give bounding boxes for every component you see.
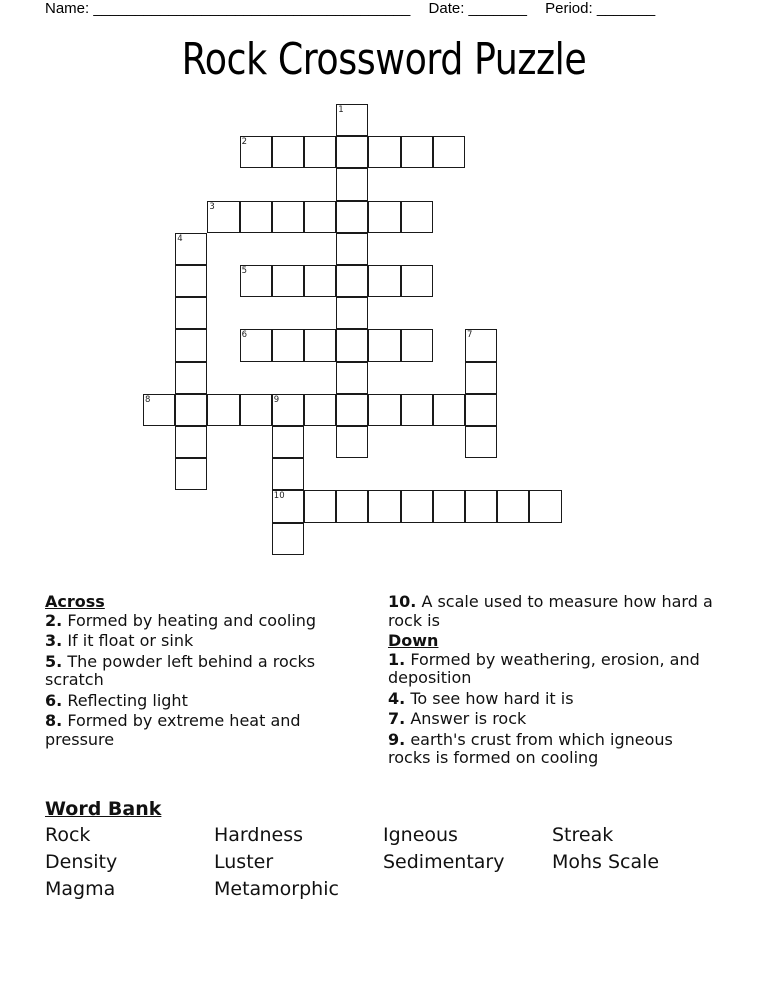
grid-cell[interactable] xyxy=(304,394,336,426)
clue-across-5 xyxy=(45,653,345,690)
grid-cell[interactable] xyxy=(401,201,433,233)
clue-text: The powder left behind a rocks scratch xyxy=(45,651,316,689)
grid-cell[interactable] xyxy=(529,490,561,522)
clue-number: 10. xyxy=(388,592,417,611)
grid-cell[interactable] xyxy=(336,136,368,168)
word-bank-item: Igneous xyxy=(383,824,458,846)
clue-down-9 xyxy=(388,731,718,768)
grid-cell[interactable] xyxy=(207,394,239,426)
grid-cell[interactable] xyxy=(175,233,207,265)
grid-cell[interactable] xyxy=(401,394,433,426)
grid-cell[interactable] xyxy=(304,201,336,233)
clue-text: Formed by heating and cooling xyxy=(67,610,317,630)
clue-number: 5. xyxy=(45,651,63,671)
word-bank xyxy=(45,796,745,903)
clue-number-label: 3 xyxy=(209,201,215,212)
grid-cell[interactable] xyxy=(272,394,304,426)
word-bank-item: Luster xyxy=(214,851,274,873)
grid-cell[interactable] xyxy=(272,329,304,361)
clue-number: 4. xyxy=(388,688,406,708)
grid-cell[interactable] xyxy=(368,490,400,522)
grid-cell[interactable] xyxy=(465,362,497,394)
grid-cell[interactable] xyxy=(401,329,433,361)
grid-cell[interactable] xyxy=(336,104,368,136)
clue-text: earth's crust from which igneous rocks is formed on cooling xyxy=(388,729,673,767)
clue-number: 3. xyxy=(45,631,63,650)
clue-across-2 xyxy=(45,612,345,631)
word-bank-list xyxy=(45,822,745,903)
word-bank-item: Metamorphic xyxy=(214,878,339,900)
grid-cell[interactable] xyxy=(175,394,207,426)
grid-cell[interactable] xyxy=(336,329,368,361)
grid-cell[interactable] xyxy=(175,362,207,394)
clue-number: 7. xyxy=(388,709,406,728)
clue-number-label: 2 xyxy=(241,137,248,148)
grid-cell[interactable] xyxy=(240,201,272,233)
grid-cell[interactable] xyxy=(433,490,465,522)
grid-cell[interactable] xyxy=(272,458,304,490)
clue-text: If it float or sink xyxy=(67,631,194,650)
page-title: Rock Crossword Puzzle xyxy=(181,34,587,85)
grid-cell[interactable] xyxy=(240,394,272,426)
clue-number: 9. xyxy=(388,729,406,749)
clue-number: 6. xyxy=(45,690,63,710)
grid-cell[interactable] xyxy=(304,490,336,522)
clue-number-label: 6 xyxy=(241,330,248,341)
grid-cell[interactable] xyxy=(304,265,336,297)
word-bank-item: Sedimentary xyxy=(383,851,505,873)
grid-cell[interactable] xyxy=(401,136,433,168)
clue-down-4 xyxy=(388,690,718,709)
word-bank-item: Mohs Scale xyxy=(552,851,660,873)
grid-cell[interactable] xyxy=(368,265,400,297)
grid-cell[interactable] xyxy=(272,523,304,555)
grid-cell[interactable] xyxy=(336,201,368,233)
clue-number-label: 5 xyxy=(241,266,248,276)
clue-down-1 xyxy=(388,651,718,688)
grid-cell[interactable] xyxy=(465,394,497,426)
clue-across-10 xyxy=(388,593,718,630)
clue-number-label: 10 xyxy=(273,491,285,502)
grid-cell[interactable] xyxy=(368,136,400,168)
clue-across-6 xyxy=(45,692,345,711)
grid-cell[interactable] xyxy=(207,201,239,233)
grid-cell[interactable] xyxy=(368,201,400,233)
grid-cell[interactable] xyxy=(272,201,304,233)
clue-across-3 xyxy=(45,632,345,651)
grid-cell[interactable] xyxy=(272,265,304,297)
grid-cell[interactable] xyxy=(336,426,368,458)
clue-text: To see how hard it is xyxy=(410,688,574,708)
grid-cell[interactable] xyxy=(465,490,497,522)
word-bank-item: Density xyxy=(45,851,118,873)
grid-cell[interactable] xyxy=(272,426,304,458)
name-field-label[interactable]: Name: ______________________________________ xyxy=(45,0,411,17)
clue-text: Answer is rock xyxy=(410,709,527,728)
period-field-label[interactable]: Period: _______ xyxy=(545,0,656,17)
grid-cell[interactable] xyxy=(272,490,304,522)
clue-number: 8. xyxy=(45,711,63,730)
grid-cell[interactable] xyxy=(304,136,336,168)
word-bank-item: Rock xyxy=(45,824,91,846)
word-bank-item: Hardness xyxy=(214,824,303,846)
grid-cell[interactable] xyxy=(175,265,207,297)
grid-cell[interactable] xyxy=(240,329,272,361)
grid-cell[interactable] xyxy=(336,265,368,297)
grid-cell[interactable] xyxy=(465,329,497,361)
word-bank-item: Magma xyxy=(45,878,116,900)
grid-cell[interactable] xyxy=(336,490,368,522)
clue-text: Formed by extreme heat and pressure xyxy=(45,711,301,749)
word-bank-heading: Word Bank xyxy=(45,798,162,820)
clue-down-7 xyxy=(388,710,718,729)
grid-cell[interactable] xyxy=(240,265,272,297)
clue-number: 2. xyxy=(45,610,63,630)
grid-cell[interactable] xyxy=(336,297,368,329)
clue-number-label: 4 xyxy=(177,233,183,244)
clue-number-label: 7 xyxy=(467,330,473,341)
grid-cell[interactable] xyxy=(175,458,207,490)
grid-cell[interactable] xyxy=(368,329,400,361)
date-field-label[interactable]: Date: _______ xyxy=(428,0,527,17)
grid-cell[interactable] xyxy=(336,233,368,265)
clue-text: Formed by weathering, erosion, and deposition xyxy=(388,649,700,687)
clues-right-column xyxy=(388,593,718,770)
grid-cell[interactable] xyxy=(143,394,175,426)
clue-text: Reflecting light xyxy=(67,690,188,710)
grid-cell[interactable] xyxy=(433,394,465,426)
clues-left-column xyxy=(45,593,345,751)
across-heading: Across xyxy=(45,592,105,611)
grid-cell[interactable] xyxy=(336,168,368,200)
clue-number-label: 9 xyxy=(273,394,280,405)
grid-cell[interactable] xyxy=(433,136,465,168)
grid-cell[interactable] xyxy=(175,426,207,458)
clue-across-8 xyxy=(45,712,345,749)
grid-cell[interactable] xyxy=(465,426,497,458)
clue-number-label: 1 xyxy=(338,105,344,115)
clue-number-label: 8 xyxy=(145,394,151,405)
grid-cell[interactable] xyxy=(304,329,336,361)
grid-cell[interactable] xyxy=(336,394,368,426)
clue-text: A scale used to measure how hard a rock is xyxy=(388,592,713,630)
grid-cell[interactable] xyxy=(240,136,272,168)
grid-cell[interactable] xyxy=(175,297,207,329)
grid-cell[interactable] xyxy=(175,329,207,361)
grid-cell[interactable] xyxy=(336,362,368,394)
grid-cell[interactable] xyxy=(401,490,433,522)
grid-cell[interactable] xyxy=(272,136,304,168)
grid-cell[interactable] xyxy=(497,490,529,522)
grid-cell[interactable] xyxy=(368,394,400,426)
clue-number: 1. xyxy=(388,649,406,669)
grid-cell[interactable] xyxy=(401,265,433,297)
word-bank-item: Streak xyxy=(552,824,614,846)
down-heading: Down xyxy=(388,631,439,650)
